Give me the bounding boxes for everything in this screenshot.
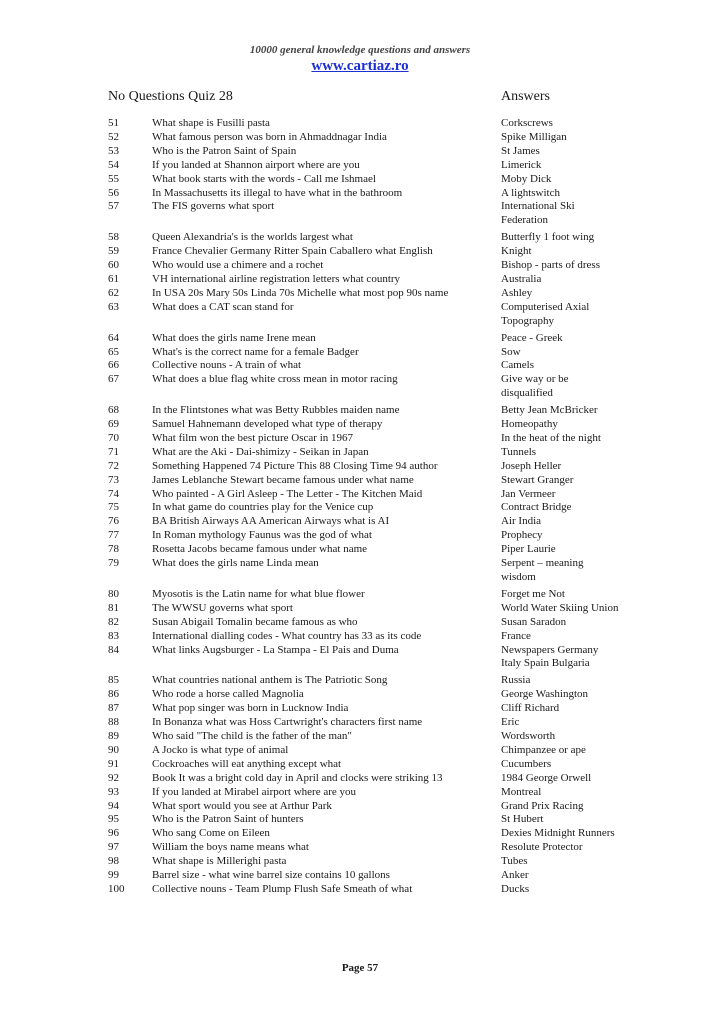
- question-text: What does a blue flag white cross mean in motor racing: [152, 373, 398, 386]
- question-text: Who said "The child is the father of the man": [152, 729, 352, 742]
- question-text: Who is the Patron Saint of Spain: [152, 144, 297, 157]
- answer-text: Moby Dick: [501, 172, 552, 185]
- answer-text: George Washington: [501, 688, 589, 701]
- website-link[interactable]: www.cartiaz.ro: [311, 58, 409, 74]
- table-row: [0, 557, 720, 585]
- question-text: If you landed at Shannon airport where are you: [152, 158, 360, 171]
- question-number: 69: [108, 418, 119, 431]
- table-row: [0, 231, 720, 245]
- question-number: 67: [108, 373, 119, 386]
- question-text: Samuel Hahnemann developed what type of therapy: [152, 418, 383, 431]
- table-row: [0, 373, 720, 401]
- answer-text: Tunnels: [501, 445, 537, 458]
- question-text: What does a CAT scan stand for: [152, 300, 294, 313]
- answer-text: Peace - Greek: [501, 331, 563, 344]
- answer-text: Ducks: [501, 882, 530, 895]
- answer-text: Susan Saradon: [501, 615, 567, 628]
- answer-text: Australia: [501, 272, 542, 285]
- answer-text: Cliff Richard: [501, 702, 560, 715]
- answer-text: Montreal: [501, 785, 542, 798]
- table-row: [0, 772, 720, 786]
- answer-text: Tubes: [501, 855, 528, 868]
- question-text: Myosotis is the Latin name for what blue flower: [152, 587, 365, 600]
- question-text: In Massachusetts its illegal to have what in the bathroom: [152, 186, 403, 199]
- question-text: Who painted - A Girl Asleep - The Letter - The Kitchen Maid: [152, 487, 423, 500]
- question-number: 86: [108, 688, 119, 701]
- question-number: 54: [108, 158, 119, 171]
- question-text: BA British Airways AA American Airways what is AI: [152, 515, 390, 528]
- question-text: What famous person was born in Ahmaddnagar India: [152, 130, 387, 143]
- question-number: 72: [108, 459, 119, 472]
- table-row: [0, 187, 720, 201]
- table-row: [0, 588, 720, 602]
- answer-text: Dexies Midnight Runners: [501, 827, 615, 840]
- question-text: What links Augsburger - La Stampa - El Pais and Duma: [152, 643, 399, 656]
- question-number: 75: [108, 501, 119, 514]
- answer-text: In the heat of the night: [501, 431, 601, 444]
- answer-text: St Hubert: [501, 813, 544, 826]
- question-number: 62: [108, 286, 119, 299]
- table-row: [0, 332, 720, 346]
- table-row: [0, 688, 720, 702]
- question-number: 98: [108, 855, 119, 868]
- question-number: 73: [108, 473, 119, 486]
- table-row: [0, 644, 720, 672]
- question-text: Who would use a chimere and a rochet: [152, 259, 324, 272]
- table-row: [0, 404, 720, 418]
- table-row: [0, 474, 720, 488]
- table-row: [0, 702, 720, 716]
- answer-text: World Water Skiing Union: [501, 601, 619, 614]
- question-number: 59: [108, 245, 119, 258]
- question-text: Rosetta Jacobs became famous under what name: [152, 543, 368, 556]
- question-text: The WWSU governs what sport: [152, 601, 293, 614]
- table-row: [0, 145, 720, 159]
- column-header-questions: No Questions Quiz 28: [108, 89, 233, 104]
- question-number: 53: [108, 144, 119, 157]
- question-number: 96: [108, 827, 119, 840]
- question-number: 60: [108, 259, 119, 272]
- question-text: A Jocko is what type of animal: [152, 743, 289, 756]
- question-text: International dialling codes - What country has 33 as its code: [152, 629, 422, 642]
- answer-text: Chimpanzee or ape: [501, 743, 586, 756]
- table-row: [0, 630, 720, 644]
- question-number: 92: [108, 771, 119, 784]
- table-row: [0, 488, 720, 502]
- answer-text: Serpent – meaning wisdom: [501, 557, 584, 583]
- table-row: [0, 813, 720, 827]
- table-row: [0, 359, 720, 373]
- question-number: 52: [108, 130, 119, 143]
- table-row: [0, 515, 720, 529]
- question-text: In Bonanza what was Hoss Cartwright's characters first name: [152, 716, 423, 729]
- answer-text: Computerised Axial Topography: [501, 300, 590, 327]
- question-text: In what game do countries play for the Venice cup: [152, 501, 374, 514]
- question-number: 65: [108, 345, 119, 358]
- answer-text: Homeopathy: [501, 418, 558, 431]
- table-row: [0, 855, 720, 869]
- question-number: 68: [108, 404, 119, 417]
- table-row: [0, 346, 720, 360]
- question-number: 55: [108, 172, 119, 185]
- table-row: [0, 716, 720, 730]
- question-number: 61: [108, 272, 119, 285]
- table-row: [0, 800, 720, 814]
- answer-text: Sow: [501, 345, 521, 358]
- answer-text: Ashley: [501, 286, 533, 299]
- answer-text: Wordsworth: [501, 729, 556, 742]
- table-row: [0, 418, 720, 432]
- question-text: What's is the correct name for a female Badger: [152, 345, 359, 358]
- question-text: Queen Alexandria's is the worlds largest what: [152, 231, 353, 244]
- table-row: [0, 841, 720, 855]
- answer-text: St James: [501, 144, 540, 157]
- question-text: Barrel size - what wine barrel size contains 10 gallons: [152, 869, 390, 882]
- question-number: 77: [108, 529, 119, 542]
- table-row: [0, 730, 720, 744]
- answer-text: Grand Prix Racing: [501, 799, 584, 812]
- question-text: What shape is Millerighi pasta: [152, 855, 287, 868]
- question-text: What countries national anthem is The Patriotic Song: [152, 674, 388, 687]
- table-row: [0, 446, 720, 460]
- answer-text: Bishop - parts of dress: [501, 259, 600, 272]
- question-number: 97: [108, 841, 119, 854]
- table-row: [0, 501, 720, 515]
- question-list: [0, 117, 720, 897]
- question-text: In the Flintstones what was Betty Rubbles maiden name: [152, 404, 400, 417]
- answer-text: Eric: [501, 716, 520, 729]
- page-number: Page 57: [341, 962, 379, 974]
- question-number: 63: [108, 300, 119, 313]
- question-text: VH international airline registration letters what country: [152, 272, 401, 285]
- question-text: William the boys name means what: [152, 841, 309, 854]
- question-number: 99: [108, 869, 119, 882]
- question-number: 89: [108, 729, 119, 742]
- table-row: [0, 758, 720, 772]
- question-number: 57: [108, 200, 119, 213]
- answer-text: France: [501, 629, 531, 642]
- answer-text: Betty Jean McBricker: [501, 404, 598, 417]
- question-text: What does the girls name Irene mean: [152, 331, 316, 344]
- question-text: Something Happened 74 Picture This 88 Closing Time 94 author: [152, 459, 438, 472]
- question-text: What sport would you see at Arthur Park: [152, 799, 332, 812]
- question-number: 84: [108, 643, 119, 656]
- answer-text: Piper Laurie: [501, 543, 556, 556]
- question-number: 79: [108, 557, 119, 570]
- question-number: 93: [108, 785, 119, 798]
- question-number: 91: [108, 757, 119, 770]
- answer-text: Corkscrews: [501, 117, 553, 129]
- answer-text: Knight: [501, 245, 532, 258]
- table-row: [0, 529, 720, 543]
- answer-text: Forget me Not: [501, 587, 565, 600]
- table-row: [0, 259, 720, 273]
- question-number: 82: [108, 615, 119, 628]
- question-text: Who rode a horse called Magnolia: [152, 688, 304, 701]
- answer-text: Resolute Protector: [501, 841, 583, 854]
- question-number: 64: [108, 331, 119, 344]
- question-text: In Roman mythology Faunus was the god of what: [152, 529, 372, 542]
- answer-text: Air India: [501, 515, 542, 528]
- question-text: The FIS governs what sport: [152, 200, 275, 213]
- table-row: [0, 159, 720, 173]
- question-text: What film won the best picture Oscar in 1967: [152, 431, 354, 444]
- question-number: 94: [108, 799, 119, 812]
- question-number: 76: [108, 515, 119, 528]
- answer-text: Russia: [501, 674, 531, 687]
- table-row: [0, 432, 720, 446]
- table-row: [0, 273, 720, 287]
- table-row: [0, 674, 720, 688]
- answer-text: International Ski Federation: [501, 200, 575, 227]
- table-row: [0, 883, 720, 897]
- question-text: In USA 20s Mary 50s Linda 70s Michelle what most pop 90s name: [152, 286, 449, 299]
- table-row: [0, 602, 720, 616]
- question-number: 78: [108, 543, 119, 556]
- question-text: What book starts with the words - Call me Ishmael: [152, 172, 376, 185]
- question-number: 80: [108, 587, 119, 600]
- question-text: What pop singer was born in Lucknow India: [152, 702, 349, 715]
- table-row: [0, 827, 720, 841]
- question-text: Cockroaches will eat anything except what: [152, 757, 342, 770]
- question-number: 81: [108, 601, 119, 614]
- table-row: [0, 173, 720, 187]
- answer-text: Give way or be disqualified: [501, 373, 569, 400]
- question-number: 58: [108, 231, 119, 244]
- question-text: If you landed at Mirabel airport where are you: [152, 785, 357, 798]
- answer-text: Stewart Granger: [501, 473, 574, 486]
- answer-text: 1984 George Orwell: [501, 771, 592, 784]
- question-text: James Leblanche Stewart became famous under what name: [152, 473, 414, 486]
- question-number: 70: [108, 431, 119, 444]
- question-text: What shape is Fusilli pasta: [152, 117, 270, 129]
- question-text: Who is the Patron Saint of hunters: [152, 813, 304, 826]
- question-number: 100: [108, 882, 125, 895]
- question-number: 88: [108, 716, 119, 729]
- question-number: 74: [108, 487, 119, 500]
- question-number: 87: [108, 702, 119, 715]
- table-row: [0, 245, 720, 259]
- question-number: 83: [108, 629, 119, 642]
- table-row: [0, 301, 720, 329]
- table-row: [0, 869, 720, 883]
- table-row: [0, 460, 720, 474]
- question-text: Who sang Come on Eileen: [152, 827, 270, 840]
- question-number: 71: [108, 445, 119, 458]
- question-number: 56: [108, 186, 119, 199]
- question-number: 85: [108, 674, 119, 687]
- answer-text: Contract Bridge: [501, 501, 572, 514]
- question-number: 51: [108, 117, 119, 129]
- answer-text: Jan Vermeer: [501, 487, 556, 500]
- table-row: [0, 744, 720, 758]
- document-subtitle: 10000 general knowledge questions and answers: [249, 44, 471, 56]
- question-text: Book It was a bright cold day in April and clocks were striking 13: [152, 771, 443, 784]
- question-number: 90: [108, 743, 119, 756]
- table-row: [0, 786, 720, 800]
- question-text: Collective nouns - Team Plump Flush Safe Smeath of what: [152, 882, 413, 895]
- answer-text: Joseph Heller: [501, 459, 562, 472]
- question-text: France Chevalier Germany Ritter Spain Caballero what English: [152, 245, 433, 258]
- table-row: [0, 543, 720, 557]
- answer-text: Anker: [501, 869, 529, 882]
- answer-text: Newspapers Germany Italy Spain Bulgaria: [501, 643, 599, 670]
- answer-text: Butterfly 1 foot wing: [501, 231, 595, 244]
- table-row: [0, 131, 720, 145]
- table-row: [0, 200, 720, 228]
- answer-text: A lightswitch: [501, 186, 560, 199]
- table-row: [0, 287, 720, 301]
- question-text: Collective nouns - A train of what: [152, 359, 302, 372]
- table-row: [0, 117, 720, 131]
- table-row: [0, 616, 720, 630]
- question-text: Susan Abigail Tomalin became famous as who: [152, 615, 358, 628]
- question-number: 66: [108, 359, 119, 372]
- answer-text: Cucumbers: [501, 757, 552, 770]
- question-number: 95: [108, 813, 119, 826]
- answer-text: Limerick: [501, 158, 542, 171]
- answer-text: Camels: [501, 359, 534, 372]
- question-text: What are the Aki - Dai-shimizy - Seikan in Japan: [152, 445, 369, 458]
- answer-text: Prophecy: [501, 529, 543, 542]
- column-header-answers: Answers: [501, 89, 550, 104]
- answer-text: Spike Milligan: [501, 130, 567, 143]
- question-text: What does the girls name Linda mean: [152, 557, 319, 570]
